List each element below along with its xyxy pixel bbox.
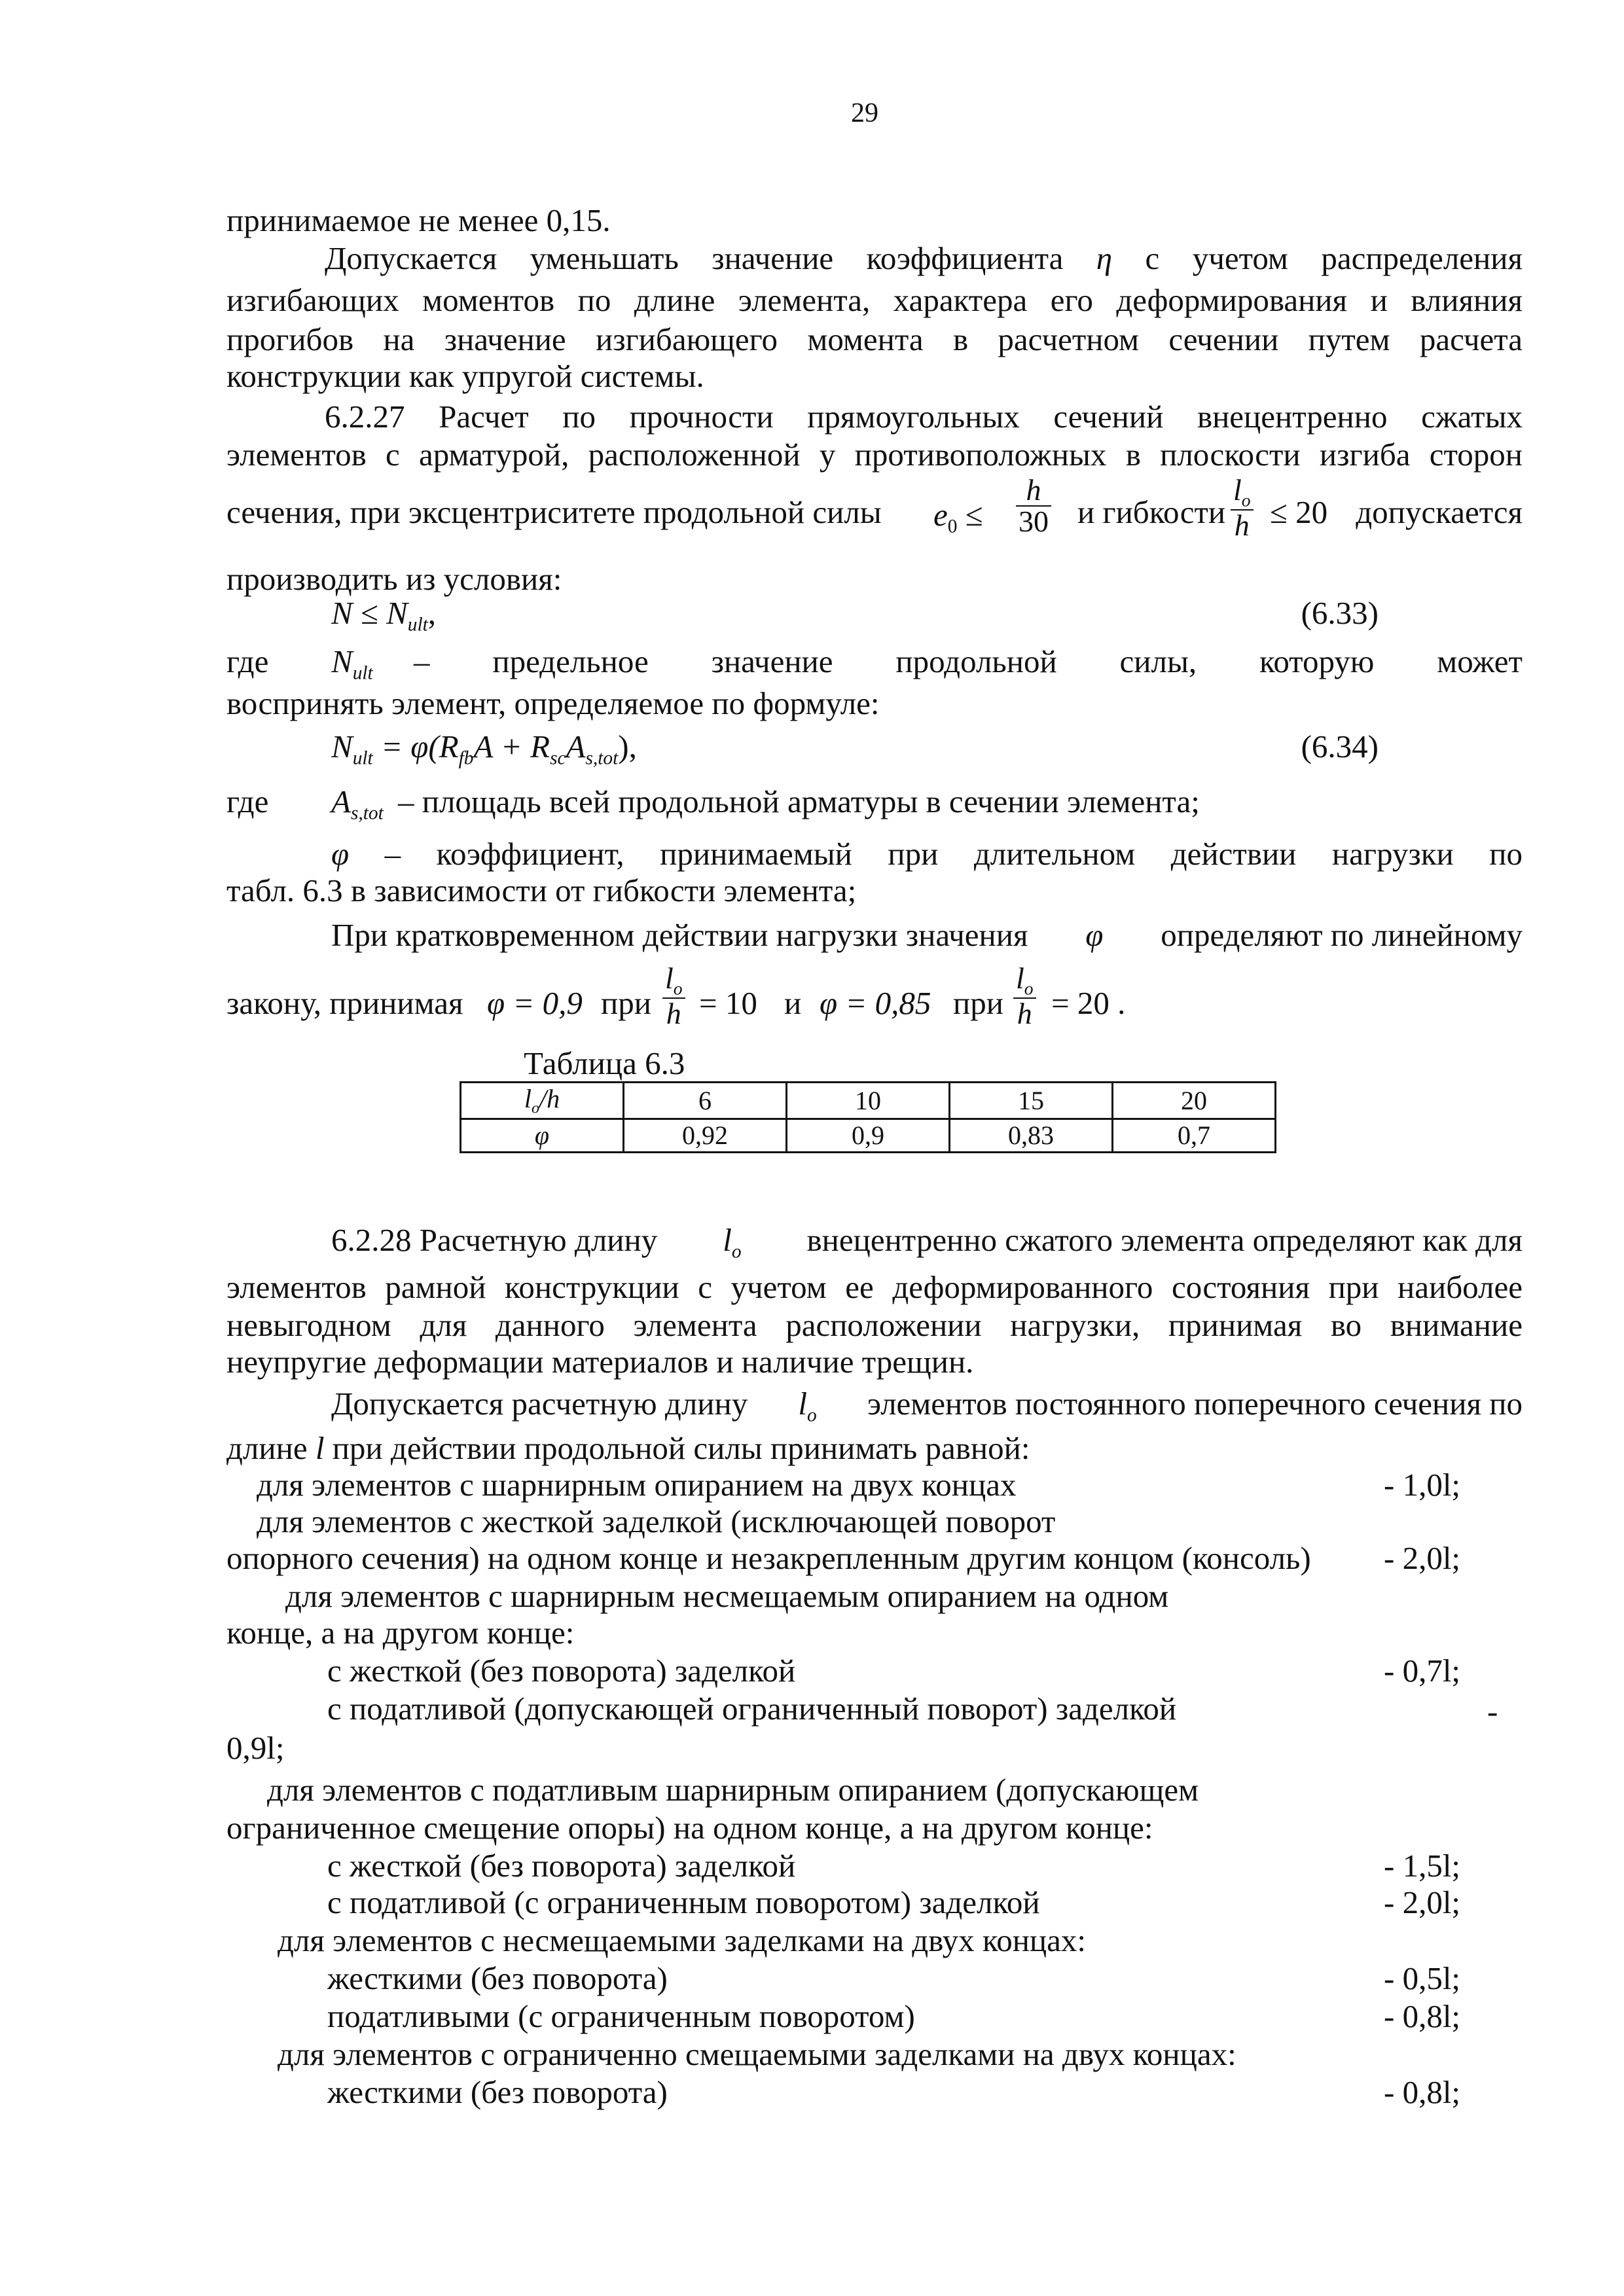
word: по bbox=[1489, 836, 1523, 872]
fraction-numerator bbox=[1013, 963, 1036, 999]
lo-base: l bbox=[524, 1084, 532, 1113]
word: предельное bbox=[492, 643, 649, 679]
s628-text: Допускается расчетную длину bbox=[331, 1386, 748, 1422]
word: нагрузки bbox=[1331, 836, 1454, 872]
s628-line-6 bbox=[226, 1429, 1030, 1468]
formula-6-34-number: (6.34) bbox=[1301, 728, 1379, 764]
f634-part: = φ(R bbox=[372, 728, 459, 764]
lo-base: l bbox=[723, 1222, 732, 1258]
s628-line-1 bbox=[331, 1221, 1523, 1264]
word: при bbox=[888, 836, 939, 872]
eta-symbol: η bbox=[1096, 240, 1113, 276]
s627-line-3 bbox=[226, 471, 1523, 550]
s628-text: 6.2.28 Расчетную длину bbox=[331, 1222, 658, 1258]
s628-text: внецентренно сжатого элемента определяют как для bbox=[806, 1222, 1523, 1258]
e0-symbol: e bbox=[933, 497, 948, 533]
l-symbol: l bbox=[315, 1430, 325, 1466]
f634-part: ), bbox=[618, 728, 637, 764]
table-cell: 10 bbox=[787, 1083, 950, 1119]
lo-subscript: o bbox=[1024, 978, 1034, 999]
phi-symbol: φ bbox=[1085, 917, 1104, 953]
s628-line-5 bbox=[331, 1385, 1523, 1427]
word: может bbox=[1437, 643, 1523, 679]
head-rest: /h bbox=[539, 1084, 560, 1113]
table-row bbox=[461, 1083, 1276, 1119]
f634-sub: s,tot bbox=[585, 747, 619, 769]
short-text: определяют по линейному bbox=[1161, 917, 1523, 953]
list-value: - 2,0l; bbox=[1384, 1540, 1461, 1576]
f634-sub: fb bbox=[458, 747, 474, 769]
table-cell: 0,92 bbox=[624, 1119, 787, 1153]
phi-085: φ = 0,85 bbox=[820, 985, 931, 1021]
formula-6-34 bbox=[226, 728, 1379, 767]
list-value: - 0,5l; bbox=[1384, 1960, 1461, 1996]
s627-l3b-text: допускается bbox=[1356, 494, 1523, 530]
short-text: и bbox=[784, 985, 802, 1021]
formula-6-34-expr bbox=[331, 728, 637, 770]
as-definition: – площадь всей продольной арматуры в сечении элемента; bbox=[398, 783, 1200, 819]
s627-line-6: воспринять элемент, определяемое по формуле: bbox=[226, 685, 880, 721]
word: действии bbox=[1170, 836, 1297, 872]
list-item: с податливой (с ограниченным поворотом) заделкой bbox=[327, 1884, 1040, 1920]
nult-base: N bbox=[331, 643, 353, 679]
as-symbol bbox=[331, 783, 384, 825]
lo-subscript: o bbox=[532, 1100, 539, 1117]
intro-p1-line-3: прогибов на значение изгибающего момента в расчетном сечении путем расчета bbox=[226, 321, 1523, 357]
word: значение bbox=[711, 643, 833, 679]
phi-symbol: φ bbox=[331, 836, 350, 872]
list-item: для элементов с несмещаемыми заделками на двух концах: bbox=[278, 1922, 1087, 1958]
short-text: при bbox=[601, 985, 651, 1021]
le20-text: ≤ 20 bbox=[1270, 494, 1328, 530]
lo-symbol bbox=[723, 1221, 741, 1264]
s628-text: при действии продольной силы принимать равной: bbox=[332, 1430, 1030, 1466]
list-item: для элементов с жесткой заделкой (исключающей поворот bbox=[257, 1503, 1056, 1539]
table-cell: 0,7 bbox=[1113, 1119, 1276, 1153]
lo-subscript: o bbox=[807, 1405, 817, 1426]
s627-line-1: 6.2.27 Расчет по прочности прямоугольных сечений внецентренно сжатых bbox=[325, 399, 1523, 435]
intro-p1-line-4: конструкции как упругой системы. bbox=[226, 358, 704, 394]
intro-line-1: принимаемое не менее 0,15. bbox=[226, 202, 611, 238]
e0-subscript: 0 bbox=[947, 516, 958, 537]
s627-l3-text: сечения, при эксцентриситете продольной силы bbox=[226, 494, 882, 530]
word: продольной bbox=[895, 643, 1057, 679]
list-item: с жесткой (без поворота) заделкой bbox=[327, 1848, 796, 1884]
lo-symbol bbox=[798, 1385, 816, 1427]
s627-line-2: элементов с арматурой, расположенной у противоположных в плоскости изгиба сторон bbox=[226, 437, 1523, 473]
list-value: - 0,8l; bbox=[1384, 1998, 1461, 2034]
phi-definition-line-1 bbox=[331, 835, 1523, 874]
f633-text: N ≤ N bbox=[331, 595, 408, 631]
as-base: A bbox=[331, 783, 351, 819]
word: которую bbox=[1259, 643, 1375, 679]
formula-6-33-number: (6.33) bbox=[1301, 595, 1379, 631]
f634-part: N bbox=[331, 728, 353, 764]
where-as-line bbox=[226, 783, 1523, 822]
where-label: где bbox=[226, 643, 269, 679]
lo-subscript: o bbox=[1241, 490, 1251, 511]
short-text: При кратковременном действии нагрузки значения bbox=[331, 917, 1028, 953]
intro-p1-l1-text: Допускается уменьшать значение коэффициента bbox=[325, 240, 1064, 276]
fraction-denominator: 30 bbox=[1019, 505, 1049, 538]
table-cell: 0,83 bbox=[950, 1119, 1113, 1153]
list-value: - 0,8l; bbox=[1384, 2074, 1461, 2110]
short-text: при bbox=[953, 985, 1003, 1021]
list-value: - 0,7l; bbox=[1384, 1653, 1461, 1689]
list-item: для элементов с податливым шарнирным опиранием (допускающем bbox=[267, 1772, 1199, 1808]
word: силы, bbox=[1119, 643, 1197, 679]
s627-line-4: производить из условия: bbox=[226, 561, 562, 597]
list-item: с жесткой (без поворота) заделкой bbox=[327, 1653, 796, 1689]
fraction-numerator: h bbox=[1016, 475, 1051, 507]
list-value: - 1,0l; bbox=[1384, 1467, 1461, 1503]
list-item: податливыми (с ограниченным поворотом) bbox=[327, 1998, 915, 2034]
intro-p1-line-1 bbox=[226, 240, 1523, 278]
list-item: конце, а на другом конце: bbox=[226, 1615, 575, 1651]
as-subscript: s,tot bbox=[350, 802, 384, 824]
lo-subscript: o bbox=[673, 978, 683, 999]
table-head-cell bbox=[461, 1083, 624, 1119]
f633-comma: , bbox=[427, 595, 437, 631]
le-symbol: ≤ bbox=[965, 497, 983, 533]
lo-over-h-fraction bbox=[662, 963, 685, 1029]
intro-p1-l1b-text: с учетом распределения bbox=[1145, 240, 1523, 276]
page-number: 29 bbox=[851, 98, 878, 128]
list-value: - 2,0l; bbox=[1384, 1884, 1461, 1920]
table-cell: 6 bbox=[624, 1083, 787, 1119]
eq-10: = 10 bbox=[699, 985, 757, 1021]
lo-base: l bbox=[1233, 473, 1242, 507]
word: – bbox=[384, 836, 401, 872]
short-term-line-1 bbox=[331, 916, 1523, 955]
f633-subscript: ult bbox=[407, 614, 428, 636]
nult-symbol bbox=[331, 643, 373, 685]
word: длительном bbox=[973, 836, 1136, 872]
s628-line-2: элементов рамной конструкции с учетом ее деформированного состояния при наиболее bbox=[226, 1269, 1523, 1305]
table-cell: 15 bbox=[950, 1083, 1113, 1119]
table-6-3 bbox=[460, 1081, 1276, 1153]
where-label: где bbox=[226, 783, 269, 819]
nult-subscript: ult bbox=[352, 662, 373, 684]
s628-text: элементов постоянного поперечного сечения по bbox=[867, 1386, 1523, 1422]
lo-base: l bbox=[798, 1386, 808, 1422]
fraction-numerator bbox=[662, 963, 685, 999]
table-caption: Таблица 6.3 bbox=[524, 1045, 685, 1081]
formula-6-33 bbox=[226, 594, 1379, 634]
lo-over-h-fraction bbox=[1231, 475, 1254, 541]
word: коэффициент, bbox=[436, 836, 624, 872]
lo-subscript: o bbox=[731, 1241, 742, 1263]
fraction-numerator bbox=[1231, 475, 1254, 511]
intro-p1-line-2: изгибающих моментов по длине элемента, характера его деформирования и влияния bbox=[226, 282, 1523, 318]
list-value: - bbox=[1487, 1693, 1498, 1729]
where-nult-line bbox=[226, 643, 1523, 682]
word: – bbox=[414, 643, 430, 679]
list-item: с податливой (допускающей ограниченный поворот) заделкой bbox=[327, 1691, 1177, 1727]
f634-part: A + R bbox=[473, 728, 550, 764]
and-flex-text: и гибкости bbox=[1077, 494, 1226, 530]
f634-part: A bbox=[566, 728, 586, 764]
list-item: для элементов с ограниченно смещаемыми заделками на двух концах: bbox=[278, 2036, 1236, 2072]
table-cell: 20 bbox=[1113, 1083, 1276, 1119]
eq-20: = 20 . bbox=[1051, 985, 1126, 1021]
short-text: закону, принимая bbox=[226, 985, 463, 1021]
word: принимаемый bbox=[660, 836, 852, 872]
e0-condition bbox=[933, 496, 983, 539]
table-cell: 0,9 bbox=[787, 1119, 950, 1153]
table-head-cell: φ bbox=[461, 1119, 624, 1153]
lo-over-h-fraction bbox=[1013, 963, 1036, 1029]
s628-text: длине bbox=[226, 1430, 308, 1466]
list-item: жесткими (без поворота) bbox=[327, 2074, 668, 2110]
list-item: для элементов с шарнирным несмещаемым опиранием на одном bbox=[285, 1578, 1169, 1614]
f634-sub: ult bbox=[352, 747, 373, 769]
table-row bbox=[461, 1119, 1276, 1153]
list-item: жесткими (без поворота) bbox=[327, 1960, 668, 1996]
f634-sub: sc bbox=[550, 747, 566, 769]
list-item: 0,9l; bbox=[226, 1730, 285, 1766]
formula-6-33-expr bbox=[331, 594, 436, 637]
list-item: опорного сечения) на одном конце и незакрепленным другим концом (консоль) bbox=[226, 1540, 1311, 1576]
lo-base: l bbox=[1016, 961, 1024, 995]
short-term-line-2 bbox=[226, 956, 1339, 1041]
h-over-30-fraction bbox=[1016, 475, 1051, 537]
list-value: - 1,5l; bbox=[1384, 1848, 1461, 1884]
nult-definition bbox=[414, 643, 1523, 681]
s628-line-3: невыгодном для данного элемента расположении нагрузки, принимая во внимание bbox=[226, 1307, 1523, 1343]
list-item: для элементов с шарнирным опиранием на двух концах bbox=[257, 1467, 1017, 1503]
s628-line-4: неупругие деформации материалов и наличие трещин. bbox=[226, 1344, 974, 1380]
list-item: ограниченное смещение опоры) на одном конце, а на другом конце: bbox=[226, 1810, 1153, 1846]
fraction-denominator: h bbox=[1017, 997, 1032, 1031]
fraction-denominator: h bbox=[666, 997, 681, 1031]
fraction-denominator: h bbox=[1234, 509, 1250, 543]
lo-base: l bbox=[665, 961, 674, 995]
phi-definition-line-2: табл. 6.3 в зависимости от гибкости элемента; bbox=[226, 872, 857, 908]
phi-09: φ = 0,9 bbox=[487, 985, 583, 1021]
